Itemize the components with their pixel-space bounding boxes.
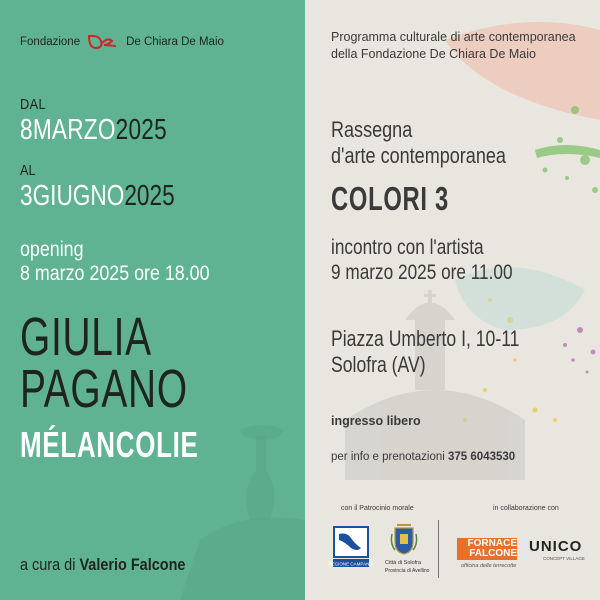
info-phone: 375 6043530	[448, 451, 516, 463]
start-month: MARZO	[32, 114, 116, 146]
program-line-1: Programma culturale di arte contemporanea	[331, 30, 576, 44]
exhibition-title: MÉLANCOLIE	[20, 424, 199, 465]
regione-campania-logo	[328, 526, 374, 570]
al-label: AL	[20, 162, 36, 179]
unico-subtitle: CONCEPT VILLAGE	[543, 556, 585, 561]
campania-label: REGIONE CAMPANIA	[328, 561, 374, 567]
meeting-label: incontro con l'artista	[331, 236, 484, 259]
start-date	[20, 114, 167, 147]
end-day: 3	[20, 180, 33, 212]
end-date	[20, 180, 175, 213]
dal-label: DAL	[20, 96, 47, 113]
address-line-2: Solofra (AV)	[331, 352, 426, 377]
foundation-suffix: De Chiara De Maio	[126, 36, 224, 48]
opening-label: opening	[20, 238, 84, 261]
address-line-1: Piazza Umberto I, 10-11	[331, 326, 520, 351]
foundation-logo	[20, 33, 224, 51]
citta-solofra-crest	[389, 520, 419, 556]
unico-logo: UNICO	[529, 538, 583, 555]
curator-line	[20, 555, 185, 575]
curator-name: Valerio Falcone	[79, 555, 186, 574]
foundation-logo-icon	[86, 33, 120, 51]
info-line	[331, 451, 515, 463]
solofra-label: Città di Solofra	[385, 560, 422, 566]
fornace-line-1: FORNACE	[467, 538, 517, 549]
info-prefix: per info e prenotazioni	[331, 451, 445, 463]
start-year: 2025	[115, 114, 167, 146]
program-line-2: della Fondazione De Chiara De Maio	[331, 47, 536, 61]
curated-prefix: a cura di	[20, 555, 76, 574]
fornace-tagline: officina delle terrecotte	[461, 563, 517, 569]
artist-last-name: PAGANO	[20, 359, 188, 419]
logo-divider	[438, 520, 439, 578]
start-day: 8	[20, 114, 33, 146]
meeting-datetime: 9 marzo 2025 ore 11.00	[331, 261, 513, 284]
rassegna-line-2: d'arte contemporanea	[331, 143, 506, 168]
fornace-line-2: FALCONE	[469, 548, 517, 559]
end-month: GIUGNO	[32, 180, 125, 212]
end-year: 2025	[124, 180, 175, 212]
free-entry: ingresso libero	[331, 414, 421, 428]
rassegna-line-1: Rassegna	[331, 117, 413, 142]
foundation-prefix: Fondazione	[20, 36, 81, 48]
collaboration-label: in collaborazione con	[493, 505, 559, 512]
right-panel	[305, 0, 600, 600]
artist-first-name: GIULIA	[20, 307, 152, 367]
solofra-province: Provincia di Avellino	[385, 568, 430, 574]
opening-datetime: 8 marzo 2025 ore 18.00	[20, 262, 210, 285]
patronage-label: con il Patrocinio morale	[341, 505, 414, 512]
series-title: COLORI 3	[331, 180, 449, 217]
